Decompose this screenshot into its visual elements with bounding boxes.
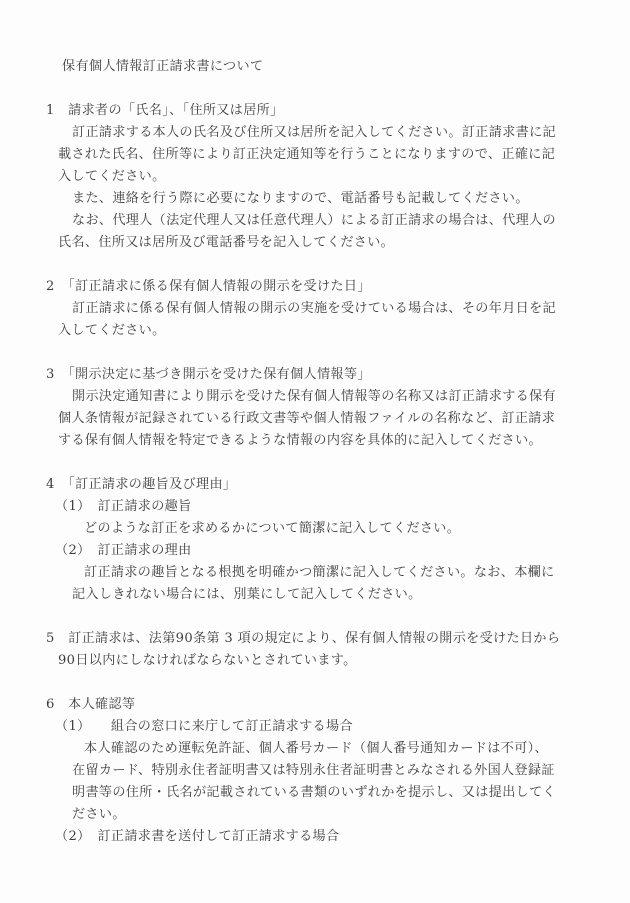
section-line: ださい。: [72, 807, 126, 822]
section-line: 記入しきれない場合には、別葉にして記入してください。: [72, 587, 422, 602]
section-line: 訂正請求する本人の氏名及び住所又は居所を記入してください。訂正請求書に記: [72, 125, 556, 140]
section-line: 開示決定通知書により開示を受けた保有個人情報等の名称又は訂正請求する保有: [72, 389, 556, 404]
section-line: 入してください。: [58, 169, 166, 184]
section-line: 氏名、住所又は居所及び電話番号を記入してください。: [58, 235, 395, 250]
section-line: なお、代理人（法定代理人又は任意代理人）による訂正請求の場合は、代理人の: [72, 213, 556, 228]
section-heading: 1 請求者の「氏名」、「住所又は居所」: [46, 103, 284, 118]
section-line: 在留カード、特別永住者証明書又は特別永住者証明書とみなされる外国人登録証: [72, 763, 555, 778]
section-line: （1） 組合の窓口に来庁して訂正請求する場合: [55, 719, 353, 734]
section-spacer: [0, 254, 630, 276]
section-heading: 4 「訂正請求の趣旨及び理由」: [46, 477, 237, 492]
section-line: （1） 訂正請求の趣旨: [55, 499, 192, 514]
section-line: 入してください。: [58, 323, 166, 338]
section-line: する保有個人情報を特定できるような情報の内容を具体的に記入してください。: [58, 433, 542, 448]
section-heading: 6 本人確認等: [46, 697, 136, 712]
section-line: 明書等の住所・氏名が記載されている書類のいずれかを提示し、又は提出してく: [72, 785, 556, 800]
section-line: 載された氏名、住所等により訂正決定通知等を行うことになりますので、正確に記: [58, 147, 556, 162]
section-heading: 2 「訂正請求に係る保有個人情報の開示を受けた日」: [46, 279, 371, 294]
section-line: 訂正請求の趣旨となる根拠を明確かつ簡潔に記入してください。なお、本欄に: [84, 565, 555, 580]
section-heading: 3 「開示決定に基づき開示を受けた保有個人情報等」: [46, 367, 371, 382]
section-line: 個人条情報が記録されている行政文書等や個人情報ファイルの名称など、訂正請求: [58, 411, 556, 426]
section-line: どのような訂正を求めるかについて簡潔に記入してください。: [84, 521, 461, 536]
section-line: （2） 訂正請求書を送付して訂正請求する場合: [55, 829, 340, 844]
section-line: また、連絡を行う際に必要になりますので、電話番号も記載してください。: [72, 191, 529, 206]
section-spacer: [0, 606, 630, 628]
document-title: 保有個人情報訂正請求書について: [62, 59, 264, 74]
section-heading: 5 訂正請求は、法第90条第 3 項の規定により、保有個人情報の開示を受けた日から: [46, 631, 561, 646]
section-spacer: [0, 452, 630, 474]
section-line: （2） 訂正請求の理由: [55, 543, 192, 558]
section-spacer: [0, 342, 630, 364]
title-spacer: [0, 78, 630, 100]
section-line: 訂正請求に係る保有個人情報の開示の実施を受けている場合は、その年月日を記: [72, 301, 556, 316]
section-list: [0, 100, 630, 848]
section-line: 本人確認のため運転免許証、個人番号カード（個人番号通知カードは不可）、: [84, 741, 548, 756]
section-spacer: [0, 672, 630, 694]
section-line: 90日以内にしなければならないとされています。: [58, 653, 357, 668]
